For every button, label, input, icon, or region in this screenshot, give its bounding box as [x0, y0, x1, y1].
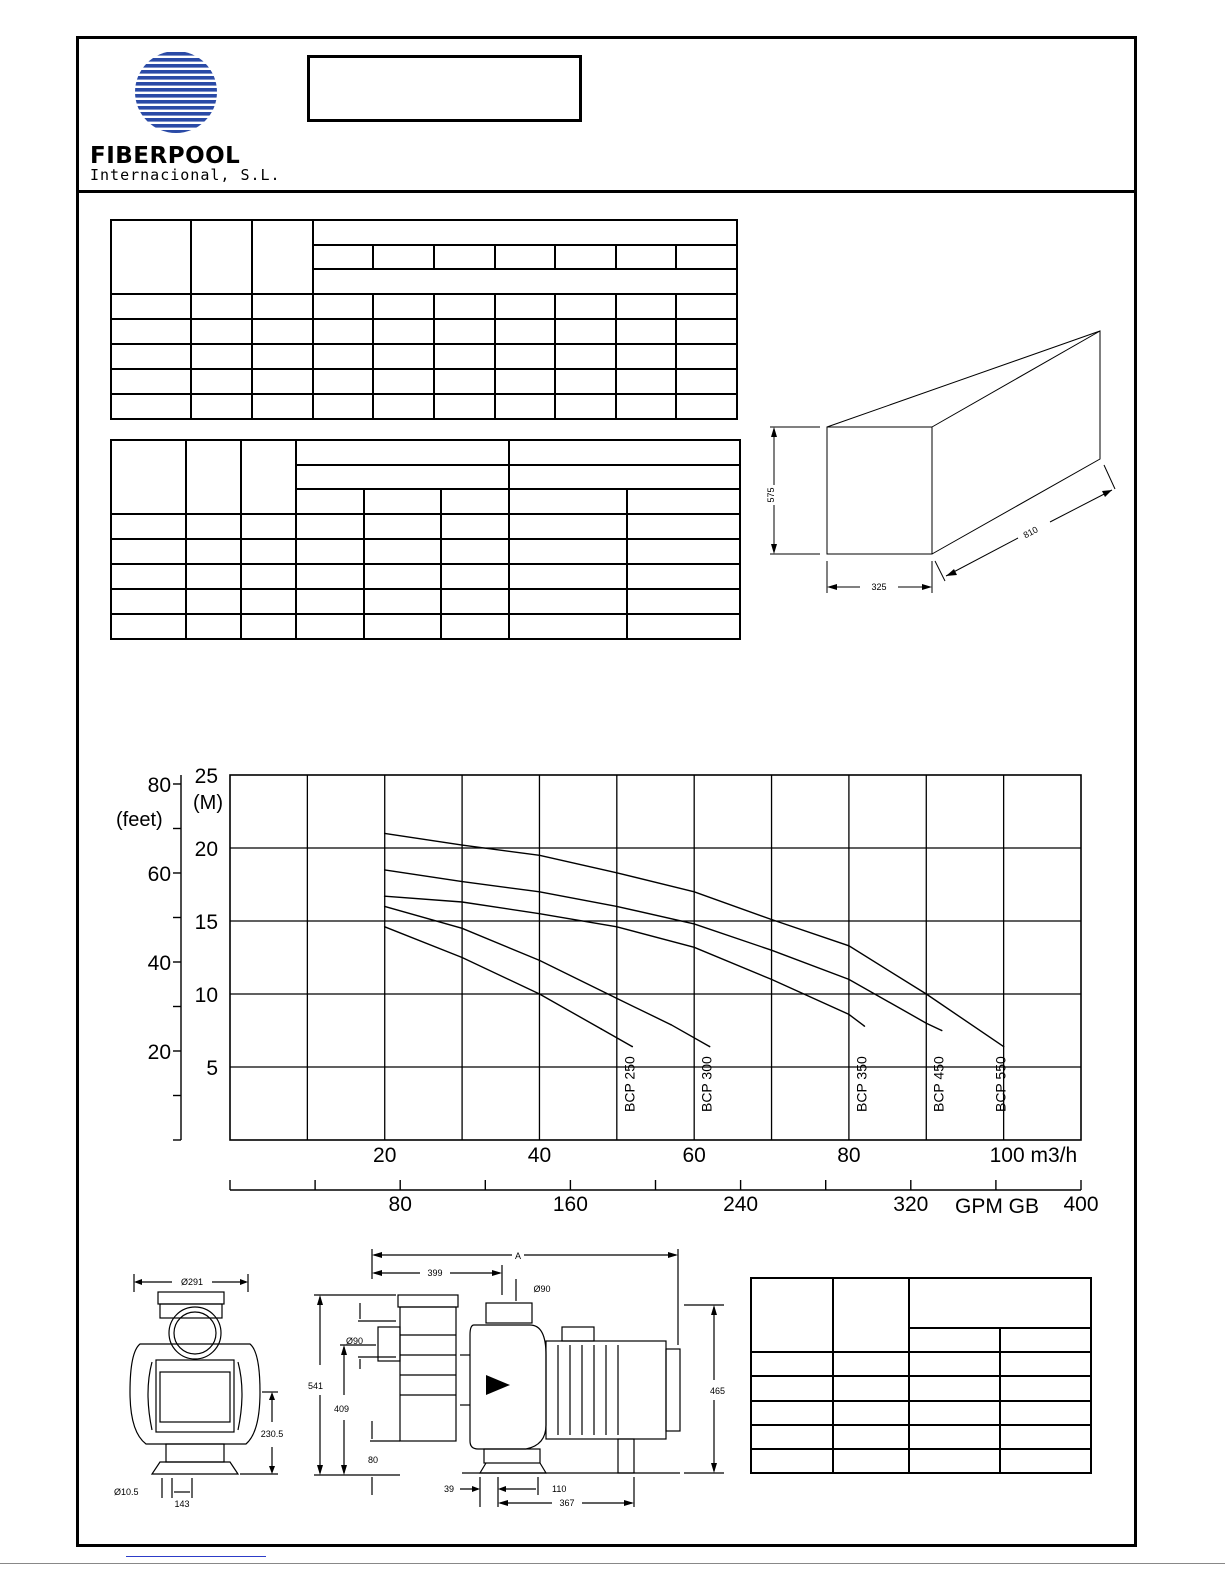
- feet-axis-label: (feet): [116, 809, 163, 831]
- side-foot-width-label: 110: [552, 1484, 567, 1494]
- pump-front-view-drawing: [100, 1262, 300, 1512]
- footer-divider: [0, 1563, 1225, 1564]
- side-total-height-label: 541: [308, 1381, 324, 1391]
- front-diameter-label: Ø291: [180, 1277, 204, 1287]
- front-shaft-height-label: 230.5: [260, 1429, 284, 1439]
- feet-tick-label: 40: [147, 951, 171, 975]
- side-foot-span-label: 367: [559, 1498, 575, 1508]
- box-width-label: 325: [871, 582, 887, 592]
- table-row: [111, 319, 737, 344]
- header-cell: [313, 220, 737, 245]
- table-row: [111, 344, 737, 369]
- side-outlet-label: Ø90: [533, 1284, 551, 1294]
- brand-name: FIBERPOOL: [90, 143, 241, 169]
- y-tick-label: 15: [194, 911, 218, 934]
- brand-subtitle: Internacional, S.L.: [90, 166, 281, 184]
- table-row: [111, 539, 740, 564]
- table-row: [111, 514, 740, 539]
- table-row: [111, 614, 740, 639]
- header-cell: [191, 220, 252, 294]
- gpm-tick-label: 80: [388, 1193, 412, 1216]
- feet-tick-label: 20: [147, 1040, 171, 1064]
- y-axis-label: (M): [193, 792, 223, 814]
- x-tick-label: 60: [682, 1144, 706, 1167]
- table-row: [111, 394, 737, 419]
- y-tick-label: 25: [194, 765, 218, 788]
- front-base-label: 143: [174, 1499, 190, 1509]
- table-row: [111, 589, 740, 614]
- header-separator: [76, 190, 1137, 193]
- pump-specs-table: [110, 219, 738, 420]
- side-foot-label: 80: [368, 1455, 379, 1465]
- electrical-specs-table: [110, 439, 741, 640]
- series-label: BCP 350: [853, 1056, 870, 1112]
- side-motor-height-label: 465: [710, 1386, 726, 1396]
- box-length-label: 810: [1021, 524, 1040, 541]
- gpm-tick-label: 400: [1063, 1193, 1099, 1216]
- side-inlet-height-label: 409: [334, 1404, 350, 1414]
- gpm-tick-label: 320: [893, 1193, 929, 1216]
- x-tick-label: 100 m3/h: [989, 1144, 1078, 1167]
- feet-tick-label: 60: [147, 862, 171, 886]
- dimensions-table: [750, 1277, 1092, 1474]
- x-tick-label: 80: [837, 1144, 861, 1167]
- table-row: [751, 1401, 1091, 1425]
- footer-link-underline: [126, 1556, 266, 1557]
- side-overall-label: A: [514, 1251, 522, 1261]
- packaging-box-drawing: [760, 325, 1120, 600]
- gpm-tick-label: 240: [723, 1193, 759, 1216]
- y-tick-label: 10: [194, 984, 218, 1007]
- box-height-label: 575: [766, 487, 776, 503]
- feet-tick-label: 80: [147, 773, 171, 797]
- series-label: BCP 250: [621, 1056, 638, 1112]
- y-tick-label: 20: [194, 838, 218, 861]
- series-label: BCP 300: [698, 1056, 715, 1112]
- series-label: BCP 550: [992, 1056, 1009, 1112]
- table-row: [751, 1425, 1091, 1449]
- series-label: BCP 450: [930, 1056, 947, 1112]
- side-prefilter-label: 399: [427, 1268, 443, 1278]
- header-cell: [111, 220, 191, 294]
- side-left-offset-label: 39: [444, 1484, 455, 1494]
- front-hole-label: Ø10.5: [114, 1487, 139, 1497]
- gpm-axis-label: GPM GB: [955, 1195, 1040, 1218]
- table-row: [111, 369, 737, 394]
- x-tick-label: 20: [373, 1144, 397, 1167]
- y-tick-label: 5: [206, 1057, 218, 1080]
- table-row: [111, 564, 740, 589]
- table-row: [751, 1352, 1091, 1376]
- table-row: [751, 1376, 1091, 1400]
- side-inlet-label: Ø90: [346, 1336, 364, 1346]
- gpm-tick-label: 160: [552, 1193, 588, 1216]
- table-row: [751, 1449, 1091, 1473]
- x-tick-label: 40: [527, 1144, 552, 1167]
- model-title-box: [307, 55, 582, 122]
- pump-side-view-drawing: [300, 1245, 740, 1520]
- header-cell: [252, 220, 313, 294]
- table-row: [111, 294, 737, 319]
